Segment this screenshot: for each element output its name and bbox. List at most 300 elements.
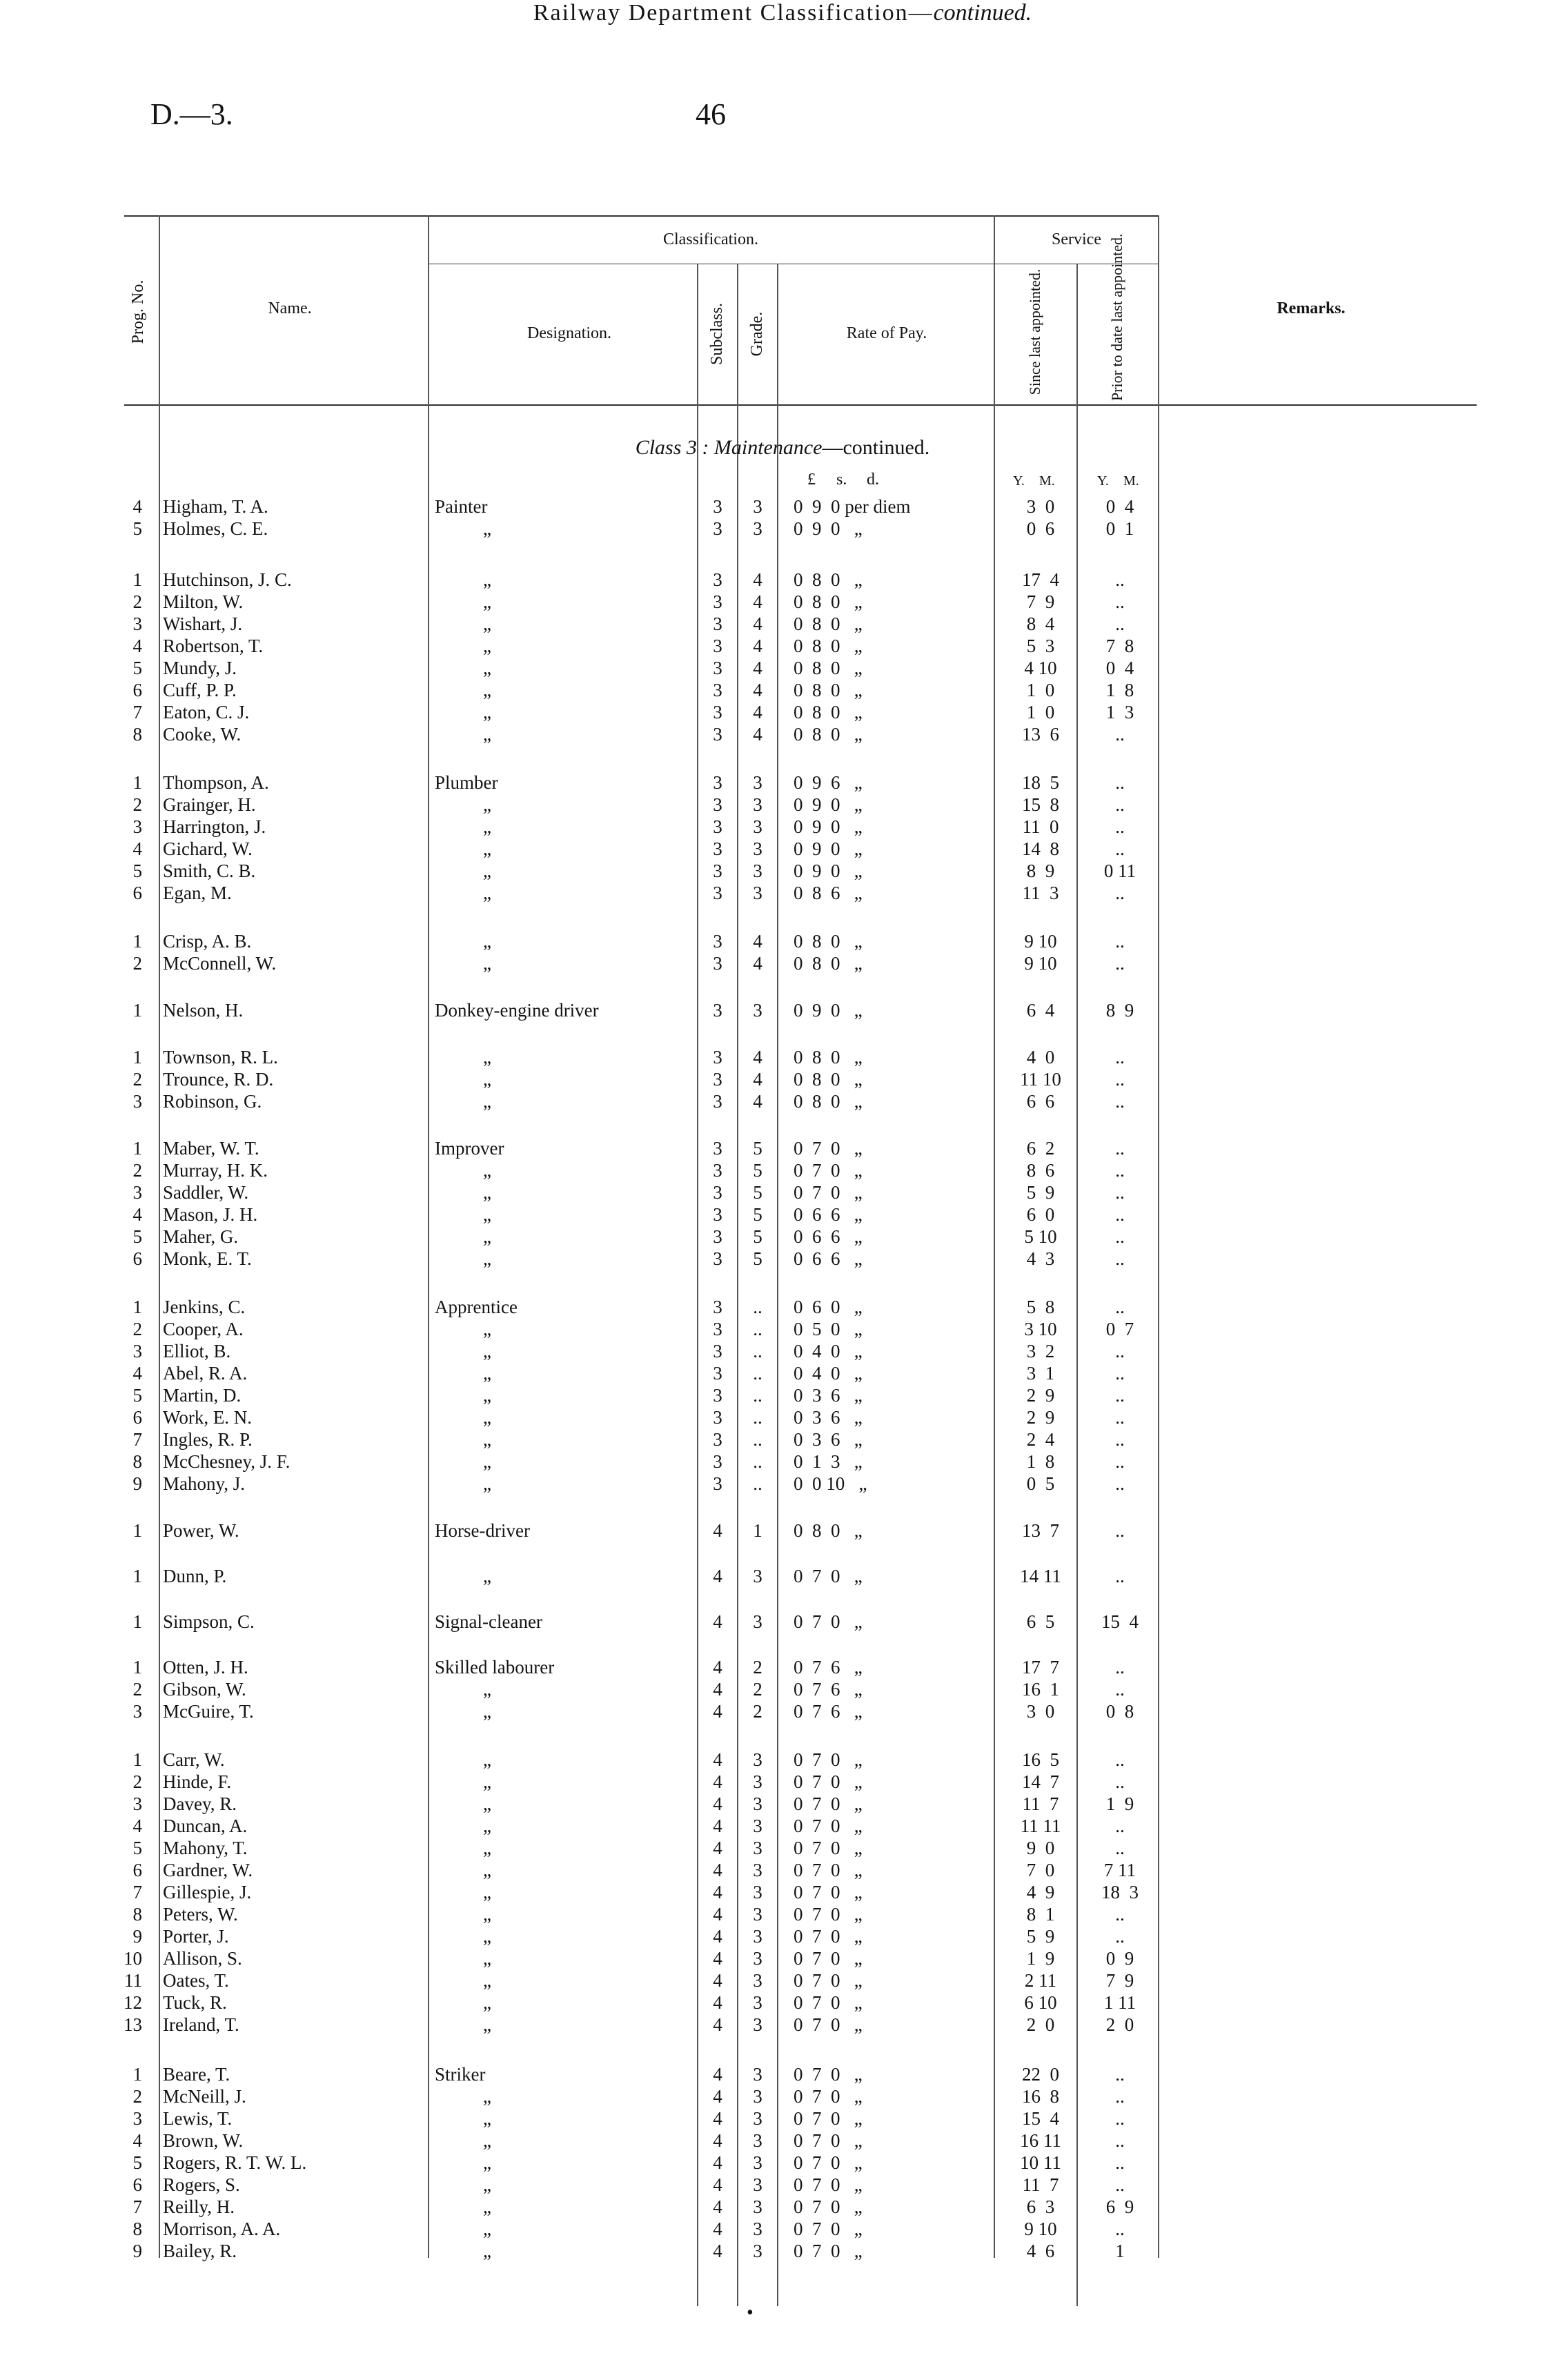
cell-name: Lewis, T. [163, 2108, 233, 2129]
cell-since-appointed: 1 0 [1026, 680, 1055, 700]
cell-since-appointed: 5 10 [1024, 1226, 1057, 1247]
cell-grade: 3 [753, 1566, 762, 1586]
table-row [0, 1565, 1565, 1587]
cell-since-appointed: 11 11 [1020, 1816, 1061, 1836]
cell-designation: Donkey-engine driver [435, 1000, 599, 1021]
unit-months-2: M. [1123, 473, 1139, 489]
cell-grade: 5 [753, 1204, 762, 1225]
cell-subclass: 3 [713, 1047, 722, 1068]
cell-rate: 0 7 6 „ [794, 1657, 863, 1678]
cell-name: Townson, R. L. [163, 1047, 278, 1068]
cell-name: Harrington, J. [163, 816, 266, 837]
cell-since-appointed: 11 3 [1022, 883, 1059, 903]
cell-prog: 5 [132, 860, 142, 881]
cell-subclass: 4 [713, 1566, 722, 1586]
cell-grade: 2 [753, 1701, 762, 1722]
cell-subclass: 3 [713, 569, 722, 590]
cell-name: Wishart, J. [163, 613, 243, 634]
cell-grade: 4 [753, 1069, 762, 1090]
cell-prog: 1 [132, 569, 142, 590]
cell-subclass: 3 [713, 1451, 722, 1472]
cell-since-appointed: 2 9 [1026, 1385, 1055, 1406]
cell-subclass: 3 [713, 860, 722, 881]
cell-prior-appointed: .. [1115, 1520, 1125, 1541]
col-header-prog: Prog. No. [129, 279, 147, 344]
unit-years-1: Y. [1013, 473, 1025, 489]
cell-rate: 0 7 0 „ [794, 1182, 863, 1203]
cell-grade: 5 [753, 1226, 762, 1247]
cell-designation: „ [483, 2152, 491, 2173]
cell-since-appointed: 11 7 [1022, 2174, 1059, 2195]
cell-rate: 0 8 0 „ [794, 680, 863, 700]
cell-prog: 10 [124, 1948, 142, 1969]
cell-prior-appointed: .. [1115, 1385, 1125, 1406]
cell-prior-appointed: .. [1115, 1248, 1125, 1269]
cell-grade: 4 [753, 931, 762, 952]
cell-rate: 0 7 6 „ [794, 1679, 863, 1700]
cell-name: Higham, T. A. [163, 496, 268, 517]
cell-prog: 2 [132, 1160, 142, 1181]
cell-grade: 4 [753, 658, 762, 678]
cell-name: McGuire, T. [163, 1701, 254, 1722]
cell-designation: Striker [435, 2064, 486, 2085]
cell-designation: „ [483, 2130, 491, 2151]
title-main: Railway Department Classification— [533, 0, 934, 26]
cell-name: Smith, C. B. [163, 860, 256, 881]
cell-prior-appointed: .. [1115, 1069, 1125, 1090]
cell-designation: „ [483, 2014, 491, 2035]
cell-subclass: 3 [713, 1319, 722, 1339]
cell-rate: 0 7 0 „ [794, 1160, 863, 1181]
cell-prog: 6 [132, 680, 142, 700]
cell-subclass: 4 [713, 1520, 722, 1541]
cell-prog: 7 [132, 1429, 142, 1450]
cell-prior-appointed: .. [1115, 2064, 1125, 2085]
cell-rate: 0 9 6 „ [794, 772, 863, 793]
cell-prior-appointed: 7 8 [1105, 636, 1134, 656]
cell-rate: 0 8 0 „ [794, 702, 863, 722]
cell-grade: 4 [753, 591, 762, 612]
cell-since-appointed: 4 6 [1026, 2241, 1055, 2261]
cell-subclass: 3 [713, 591, 722, 612]
cell-rate: 0 7 0 „ [794, 2174, 863, 2195]
cell-grade: 3 [753, 838, 762, 859]
table-row [0, 1428, 1565, 1450]
cell-subclass: 3 [713, 1341, 722, 1361]
unit-pence: d. [867, 471, 879, 489]
cell-since-appointed: 9 10 [1024, 953, 1057, 974]
cell-prior-appointed: 18 3 [1101, 1882, 1139, 1902]
cell-rate: 0 7 0 „ [794, 1860, 863, 1880]
cell-designation: Signal-cleaner [435, 1611, 542, 1632]
cell-designation: Horse-driver [435, 1520, 530, 1541]
footer-mark: • [747, 2302, 754, 2323]
table-row [0, 1881, 1565, 1903]
cell-since-appointed: 6 2 [1026, 1138, 1055, 1159]
cell-name: Thompson, A. [163, 772, 269, 793]
cell-rate: 0 6 6 „ [794, 1226, 863, 1247]
cell-designation: „ [483, 2219, 491, 2239]
cell-rate: 0 7 0 „ [794, 1816, 863, 1836]
cell-rate: 0 7 0 „ [794, 1566, 863, 1586]
cell-rate: 0 7 6 „ [794, 1701, 863, 1722]
table-row [0, 1137, 1565, 1159]
cell-rate: 0 7 0 „ [794, 2241, 863, 2261]
cell-grade: 3 [753, 2086, 762, 2107]
cell-rate: 0 9 0 „ [794, 816, 863, 837]
cell-prior-appointed: .. [1115, 794, 1125, 815]
cell-name: Robertson, T. [163, 636, 264, 656]
cell-prior-appointed: 8 9 [1105, 1000, 1134, 1021]
table-row [0, 1520, 1565, 1542]
cell-since-appointed: 13 6 [1022, 724, 1059, 745]
cell-since-appointed: 6 6 [1026, 1091, 1055, 1112]
cell-name: Maber, W. T. [163, 1138, 259, 1159]
cell-since-appointed: 6 5 [1026, 1611, 1055, 1632]
cell-prog: 5 [132, 1838, 142, 1858]
cell-rate: 0 7 0 „ [794, 1926, 863, 1947]
cell-since-appointed: 15 8 [1022, 794, 1059, 815]
cell-prior-appointed: .. [1115, 1226, 1125, 1247]
cell-prog: 4 [132, 636, 142, 656]
cell-name: Abel, R. A. [163, 1363, 248, 1384]
cell-subclass: 3 [713, 1407, 722, 1428]
cell-name: Mundy, J. [163, 658, 237, 678]
cell-grade: 3 [753, 1000, 762, 1021]
cell-since-appointed: 7 9 [1026, 591, 1055, 612]
cell-designation: „ [483, 724, 491, 745]
cell-prior-appointed: .. [1115, 1473, 1125, 1494]
table-row [0, 1181, 1565, 1203]
cell-since-appointed: 14 11 [1020, 1566, 1061, 1586]
table-row [0, 1406, 1565, 1428]
cell-prog: 7 [132, 1882, 142, 1902]
cell-prior-appointed: 0 9 [1105, 1948, 1134, 1969]
cell-designation: „ [483, 1204, 491, 1225]
cell-designation: „ [483, 838, 491, 859]
cell-grade: .. [753, 1451, 762, 1472]
col-header-grade: Grade. [748, 311, 766, 357]
cell-rate: 0 8 0 „ [794, 1069, 863, 1090]
cell-prog: 9 [132, 1926, 142, 1947]
table-row [0, 1068, 1565, 1090]
cell-rate: 0 8 0 „ [794, 591, 863, 612]
cell-subclass: 3 [713, 794, 722, 815]
cell-grade: 3 [753, 860, 762, 881]
cell-subclass: 3 [713, 883, 722, 903]
cell-since-appointed: 4 0 [1026, 1047, 1055, 1068]
cell-subclass: 4 [713, 2014, 722, 2035]
cell-subclass: 3 [713, 953, 722, 974]
table-row [0, 1903, 1565, 1925]
cell-since-appointed: 13 7 [1022, 1520, 1059, 1541]
cell-rate: 0 7 0 „ [794, 2219, 863, 2239]
cell-rate: 0 8 0 „ [794, 613, 863, 634]
cell-subclass: 3 [713, 1182, 722, 1203]
cell-prior-appointed: .. [1115, 1407, 1125, 1428]
cell-grade: 3 [753, 2064, 762, 2085]
cell-grade: 3 [753, 496, 762, 517]
cell-grade: 4 [753, 702, 762, 722]
unit-pounds: £ [807, 471, 816, 489]
cell-prog: 5 [132, 1385, 142, 1406]
cell-grade: 3 [753, 1882, 762, 1902]
cell-prior-appointed: 0 7 [1105, 1319, 1134, 1339]
cell-prior-appointed: .. [1115, 1451, 1125, 1472]
cell-name: Beare, T. [163, 2064, 230, 2085]
cell-grade: 3 [753, 816, 762, 837]
cell-subclass: 3 [713, 772, 722, 793]
cell-prior-appointed: 7 11 [1103, 1860, 1136, 1880]
cell-subclass: 3 [713, 1160, 722, 1181]
cell-prog: 4 [132, 1816, 142, 1836]
table-row [0, 1991, 1565, 2014]
cell-rate: 0 8 0 „ [794, 931, 863, 952]
cell-rate: 0 7 0 „ [794, 2196, 863, 2217]
cell-since-appointed: 17 7 [1022, 1657, 1059, 1678]
cell-subclass: 3 [713, 1226, 722, 1247]
table-row [0, 1859, 1565, 1881]
cell-since-appointed: 9 10 [1024, 931, 1057, 952]
table-row [0, 1925, 1565, 1947]
cell-prog: 3 [132, 816, 142, 837]
cell-designation: „ [483, 2241, 491, 2261]
cell-prog: 1 [132, 2064, 142, 2085]
cell-subclass: 4 [713, 1611, 722, 1632]
cell-designation: „ [483, 2086, 491, 2107]
table-row [0, 1450, 1565, 1473]
cell-grade: 3 [753, 1860, 762, 1880]
cell-prog: 8 [132, 1904, 142, 1925]
col-header-subclass: Subclass. [708, 303, 726, 365]
cell-designation: „ [483, 1771, 491, 1792]
cell-since-appointed: 1 9 [1026, 1948, 1055, 1969]
cell-grade: 4 [753, 636, 762, 656]
cell-name: Hutchinson, J. C. [163, 569, 292, 590]
cell-prior-appointed: .. [1115, 724, 1125, 745]
cell-name: Nelson, H. [163, 1000, 244, 1021]
cell-grade: 5 [753, 1248, 762, 1269]
cell-subclass: 4 [713, 2108, 722, 2129]
cell-prog: 9 [132, 2241, 142, 2261]
table-row [0, 1837, 1565, 1859]
cell-name: Egan, M. [163, 883, 232, 903]
cell-rate: 0 5 0 „ [794, 1319, 863, 1339]
cell-rate: 0 3 6 „ [794, 1385, 863, 1406]
cell-rate: 0 7 0 „ [794, 2108, 863, 2129]
cell-designation: „ [483, 518, 491, 539]
cell-prog: 1 [132, 1000, 142, 1021]
cell-subclass: 4 [713, 1701, 722, 1722]
cell-rate: 0 7 0 „ [794, 1838, 863, 1858]
cell-subclass: 3 [713, 658, 722, 678]
cell-name: Monk, E. T. [163, 1248, 252, 1269]
cell-prior-appointed: .. [1115, 1926, 1125, 1947]
cell-since-appointed: 5 8 [1026, 1297, 1055, 1317]
cell-designation: Improver [435, 1138, 504, 1159]
cell-subclass: 4 [713, 1838, 722, 1858]
col-header-service: Service [1052, 230, 1101, 248]
cell-rate: 0 9 0 „ [794, 518, 863, 539]
cell-prog: 5 [132, 518, 142, 539]
col-header-rate: Rate of Pay. [846, 324, 927, 342]
cell-prior-appointed: 1 3 [1105, 702, 1134, 722]
cell-prog: 4 [132, 2130, 142, 2151]
cell-designation: „ [483, 1793, 491, 1814]
cell-grade: 5 [753, 1138, 762, 1159]
cell-designation: „ [483, 2196, 491, 2217]
cell-designation: „ [483, 1385, 491, 1406]
cell-grade: 3 [753, 772, 762, 793]
cell-subclass: 3 [713, 1069, 722, 1090]
cell-grade: 4 [753, 953, 762, 974]
cell-prior-appointed: .. [1115, 2130, 1125, 2151]
cell-name: McChesney, J. F. [163, 1451, 291, 1472]
cell-grade: 5 [753, 1160, 762, 1181]
table-row [0, 1296, 1565, 1318]
cell-since-appointed: 1 8 [1026, 1451, 1055, 1472]
cell-designation: „ [483, 591, 491, 612]
cell-prog: 7 [132, 2196, 142, 2217]
cell-name: Gibson, W. [163, 1679, 246, 1700]
cell-prior-appointed: .. [1115, 2086, 1125, 2107]
cell-rate: 0 3 6 „ [794, 1429, 863, 1450]
cell-prog: 1 [132, 772, 142, 793]
cell-designation: „ [483, 816, 491, 837]
cell-name: McConnell, W. [163, 953, 277, 974]
cell-grade: 3 [753, 1749, 762, 1770]
cell-prog: 2 [132, 591, 142, 612]
cell-prior-appointed: 1 8 [1105, 680, 1134, 700]
cell-name: Rogers, R. T. W. L. [163, 2152, 307, 2173]
cell-designation: „ [483, 1904, 491, 1925]
cell-designation: „ [483, 636, 491, 656]
cell-grade: 3 [753, 1992, 762, 2013]
cell-name: Bailey, R. [163, 2241, 237, 2261]
cell-prog: 3 [132, 1701, 142, 1722]
cell-grade: .. [753, 1363, 762, 1384]
cell-subclass: 4 [713, 1926, 722, 1947]
cell-grade: .. [753, 1297, 762, 1317]
cell-name: Holmes, C. E. [163, 518, 268, 539]
cell-designation: „ [483, 1838, 491, 1858]
cell-name: Porter, J. [163, 1926, 229, 1947]
cell-grade: 1 [753, 1520, 762, 1541]
cell-prior-appointed: 1 9 [1105, 1793, 1134, 1814]
cell-name: Robinson, G. [163, 1091, 262, 1112]
cell-prior-appointed: .. [1115, 1297, 1125, 1317]
table-row [0, 657, 1565, 679]
cell-subclass: 4 [713, 1657, 722, 1678]
cell-name: Mason, J. H. [163, 1204, 258, 1225]
cell-prog: 11 [124, 1970, 142, 1991]
cell-prior-appointed: .. [1115, 1816, 1125, 1836]
cell-subclass: 4 [713, 1679, 722, 1700]
cell-designation: „ [483, 1566, 491, 1586]
cell-designation: „ [483, 1248, 491, 1269]
cell-rate: 0 8 0 „ [794, 953, 863, 974]
cell-prog: 2 [132, 1069, 142, 1090]
cell-grade: 3 [753, 1611, 762, 1632]
cell-prior-appointed: 0 4 [1105, 496, 1134, 517]
cell-name: McNeill, J. [163, 2086, 246, 2107]
cell-subclass: 4 [713, 2174, 722, 2195]
class-heading-suffix: —continued. [822, 436, 930, 459]
cell-rate: 0 4 0 „ [794, 1341, 863, 1361]
cell-designation: „ [483, 680, 491, 700]
cell-subclass: 4 [713, 1904, 722, 1925]
table-row [0, 569, 1565, 591]
cell-subclass: 3 [713, 680, 722, 700]
cell-prior-appointed: .. [1115, 1182, 1125, 1203]
cell-rate: 0 7 0 „ [794, 2014, 863, 2035]
cell-prog: 2 [132, 2086, 142, 2107]
table-row [0, 2196, 1565, 2218]
cell-rate: 0 7 0 „ [794, 1904, 863, 1925]
table-row [0, 1969, 1565, 1991]
cell-prog: 12 [124, 1992, 142, 2013]
cell-prior-appointed: .. [1115, 591, 1125, 612]
cell-since-appointed: 5 9 [1026, 1182, 1055, 1203]
table-row [0, 1700, 1565, 1722]
cell-prior-appointed: .. [1115, 613, 1125, 634]
cell-grade: 4 [753, 569, 762, 590]
cell-name: Murray, H. K. [163, 1160, 268, 1181]
cell-subclass: 4 [713, 2086, 722, 2107]
cell-designation: „ [483, 658, 491, 678]
cell-since-appointed: 8 6 [1026, 1160, 1055, 1181]
cell-grade: 3 [753, 1771, 762, 1792]
cell-grade: 4 [753, 680, 762, 700]
cell-subclass: 3 [713, 838, 722, 859]
cell-prog: 2 [132, 794, 142, 815]
cell-prior-appointed: .. [1115, 1679, 1125, 1700]
table-row [0, 1473, 1565, 1495]
cell-subclass: 3 [713, 816, 722, 837]
cell-designation: „ [483, 1882, 491, 1902]
cell-prior-appointed: .. [1115, 1429, 1125, 1450]
cell-designation: „ [483, 1160, 491, 1181]
table-row [0, 1678, 1565, 1700]
cell-designation: Plumber [435, 772, 498, 793]
cell-prog: 1 [132, 1297, 142, 1317]
cell-prog: 2 [132, 1319, 142, 1339]
cell-grade: 4 [753, 1047, 762, 1068]
cell-designation: „ [483, 1226, 491, 1247]
cell-grade: 3 [753, 2219, 762, 2239]
table-row [0, 1340, 1565, 1362]
cell-prog: 5 [132, 1226, 142, 1247]
cell-rate: 0 7 0 „ [794, 2064, 863, 2085]
cell-prog: 6 [132, 1407, 142, 1428]
cell-prog: 5 [132, 2152, 142, 2173]
cell-subclass: 4 [713, 1970, 722, 1991]
cell-designation: „ [483, 883, 491, 903]
cell-prior-appointed: 1 11 [1103, 1992, 1136, 2013]
table-row [0, 2107, 1565, 2130]
unit-months-1: M. [1039, 473, 1055, 489]
cell-designation: „ [483, 1069, 491, 1090]
cell-prior-appointed: .. [1115, 953, 1125, 974]
cell-since-appointed: 3 0 [1026, 1701, 1055, 1722]
cell-rate: 0 7 0 „ [794, 2086, 863, 2107]
cell-name: Gichard, W. [163, 838, 253, 859]
cell-since-appointed: 6 0 [1026, 1204, 1055, 1225]
cell-name: Duncan, A. [163, 1816, 248, 1836]
cell-prog: 6 [132, 1860, 142, 1880]
cell-since-appointed: 14 8 [1022, 838, 1059, 859]
cell-rate: 0 7 0 „ [794, 2130, 863, 2151]
